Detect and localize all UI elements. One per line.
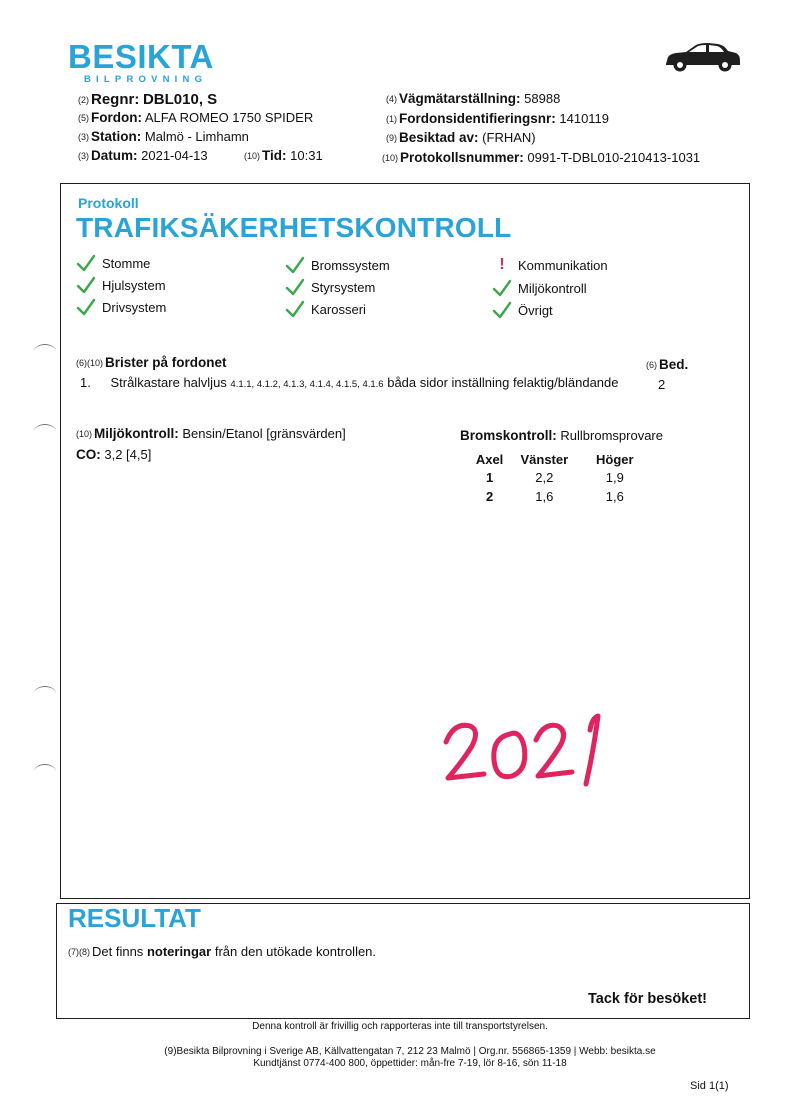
check-label: Stomme [102, 255, 151, 271]
check-label: Övrigt [518, 302, 553, 318]
car-icon [662, 40, 742, 74]
check-item-drivsystem [76, 298, 166, 316]
check-icon [492, 279, 512, 297]
footer-support: Kundtjänst 0774-400 800, öppettider: mån-fre 7-19, lör 8-16, sön 11-18 [253, 1058, 567, 1069]
check-label: Hjulsystem [102, 277, 166, 293]
check-icon [76, 298, 96, 316]
check-item-stomme [76, 254, 150, 272]
field-datum: (3) Datum: 2021-04-13 [78, 148, 208, 163]
protocol-kicker: Protokoll [78, 195, 139, 211]
field-vin: (1) Fordonsidentifieringsnr: 1410119 [386, 111, 610, 126]
punch-hole-mark [34, 344, 56, 359]
check-label: Karosseri [311, 301, 366, 317]
check-icon [285, 300, 305, 318]
check-item-hjulsystem [76, 276, 166, 294]
check-label: Miljökontroll [518, 280, 587, 296]
footer-company: (9)Besikta Bilprovning i Sverige AB, Källvattengatan 7, 212 23 Malmö | Org.nr. 556865-1359 | Webb: besikta.se [164, 1046, 656, 1057]
brand-logo: BESIKTA [68, 38, 214, 75]
page-number: Sid 1(1) [690, 1080, 729, 1092]
check-icon [285, 256, 305, 274]
brake-table-header: Axel Vänster Höger [475, 452, 634, 467]
protocol-title: TRAFIKSÄKERHETSKONTROLL [76, 212, 512, 243]
check-item-styrsystem [285, 278, 375, 296]
field-protocol-number: (10) Protokollsnummer: 0991-T-DBL010-210413-1031 [382, 150, 701, 165]
field-regnr: (2) Regnr: DBL010, S [78, 91, 218, 108]
punch-hole-mark [34, 424, 56, 439]
result-title: RESULTAT [68, 903, 201, 933]
footer-disclaimer: Denna kontroll är frivillig och rapporteras inte till transportstyrelsen. [252, 1021, 548, 1032]
field-tid: (10) Tid: 10:31 [244, 148, 323, 163]
field-station: (3) Station: Malmö - Limhamn [78, 129, 249, 144]
check-icon [492, 301, 512, 319]
table-row: 2 1,6 1,6 [485, 489, 624, 504]
faults-heading: (6)(10) Brister på fordonet [76, 355, 227, 370]
fault-row: 1. Strålkastare halvljus 4.1.1, 4.1.2, 4.1.3, 4.1.4, 4.1.5, 4.1.6 båda sidor inställning felaktig/bländande [80, 375, 619, 390]
brand-subtitle: BILPROVNING [84, 74, 208, 85]
field-fordon: (5) Fordon: ALFA ROMEO 1750 SPIDER [78, 110, 314, 125]
check-label: Kommunikation [518, 257, 608, 273]
exclamation-icon: ! [499, 256, 505, 273]
handwritten-year [440, 712, 610, 796]
brake-table [470, 452, 650, 508]
punch-hole-mark [34, 764, 56, 779]
fault-bed-value: 2 [658, 377, 666, 392]
brake-control: Bromskontroll: Rullbromsprovare [460, 428, 663, 443]
check-label: Styrsystem [311, 279, 376, 295]
check-item-karosseri [285, 300, 366, 318]
env-co: CO: 3,2 [4,5] [76, 447, 152, 462]
check-item-ovrigt [492, 301, 553, 319]
result-text: (7)(8) Det finns noteringar från den utökade kontrollen. [68, 944, 377, 959]
table-row: 1 2,2 1,9 [485, 470, 624, 485]
check-icon [76, 276, 96, 294]
punch-hole-mark [34, 686, 56, 701]
check-icon [76, 254, 96, 272]
check-item-kommunikation [492, 256, 608, 274]
check-icon [285, 278, 305, 296]
result-thanks: Tack för besöket! [588, 991, 707, 1007]
check-item-bromssystem [285, 256, 390, 274]
env-control: (10) Miljökontroll: Bensin/Etanol [gränsvärden] [76, 426, 346, 441]
field-odometer: (4) Vägmätarställning: 58988 [386, 91, 561, 106]
faults-bed-heading: (6) Bed. [646, 357, 689, 372]
check-label: Drivsystem [102, 299, 167, 315]
check-item-miljokontroll [492, 279, 587, 297]
field-inspector: (9) Besiktad av: (FRHAN) [386, 130, 536, 145]
check-label: Bromssystem [311, 257, 390, 273]
